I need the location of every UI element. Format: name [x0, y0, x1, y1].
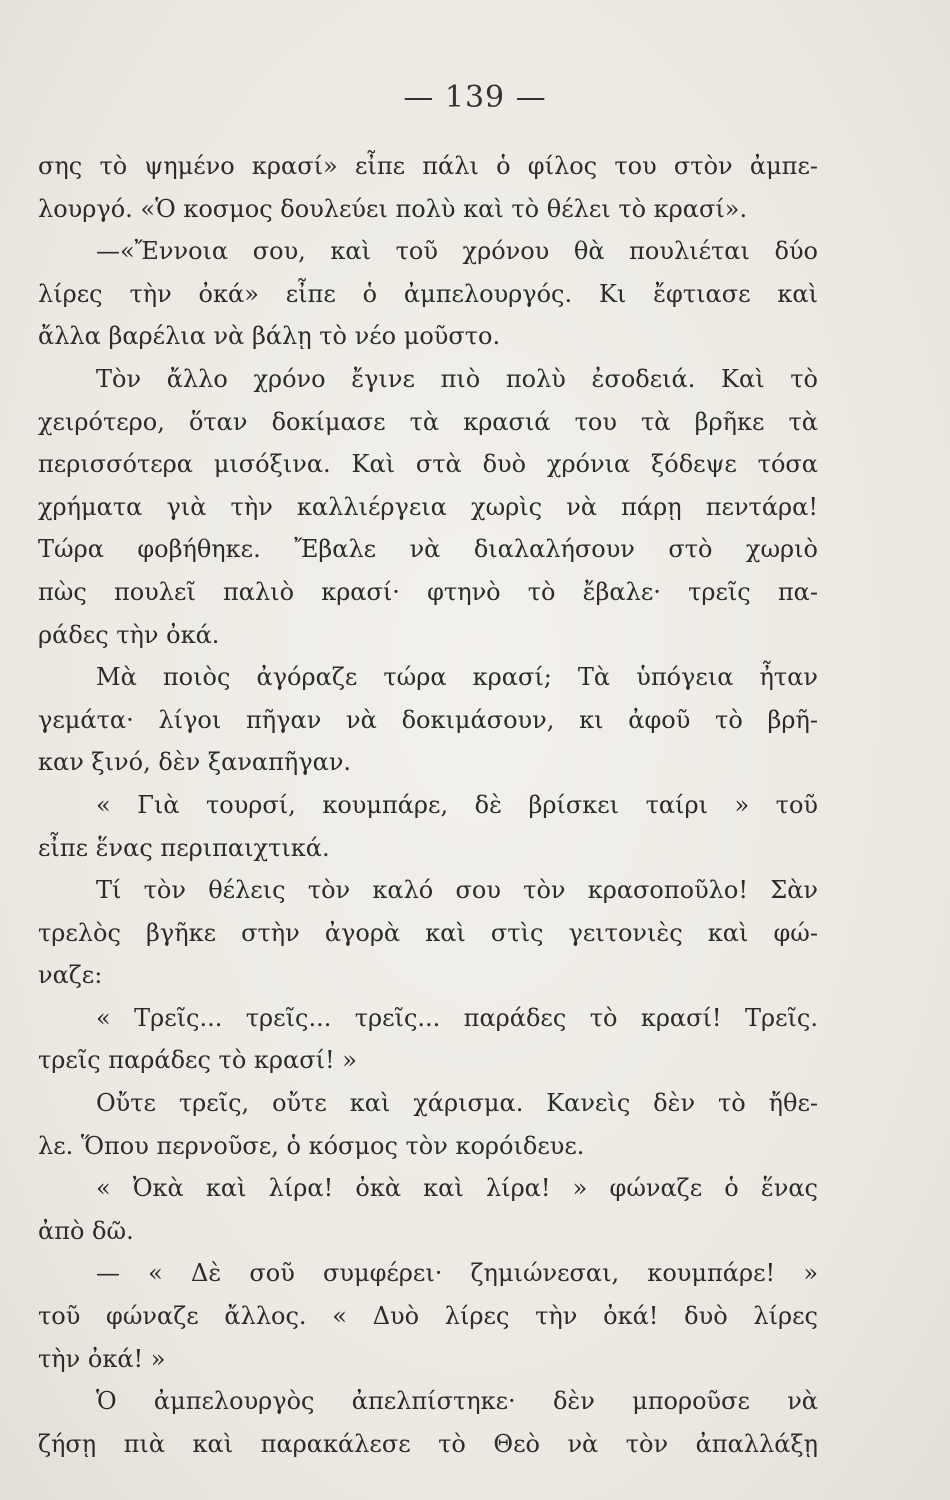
text-line: σης τὸ ψημένο κρασί» εἶπε πάλι ὁ φίλος του στὸν ἀμπε-: [38, 152, 818, 180]
text-line: Τὸν ἄλλο χρόνο ἔγινε πιὸ πολὺ ἐσοδειά. Καὶ τὸ: [96, 364, 818, 393]
text-line: γεμάτα· λίγοι πῆγαν νὰ δοκιμάσουν, κι ἀφοῦ τὸ βρῆ-: [38, 705, 818, 734]
text-line: εἶπε ἕνας περιπαιχτικά.: [38, 833, 330, 862]
text-line: τρελὸς βγῆκε στὴν ἀγορὰ καὶ στὶς γειτονιὲς καὶ φώ-: [38, 918, 818, 947]
text-line: περισσότερα μισόξινα. Καὶ στὰ δυὸ χρόνια ξόδεψε τόσα: [38, 450, 818, 479]
text-line: ναζε:: [38, 961, 103, 990]
text-line: —«Ἔννοια σου, καὶ τοῦ χρόνου θὰ πουλιέται δύο: [96, 237, 818, 266]
text-line: ζήσῃ πιὰ καὶ παρακάλεσε τὸ Θεὸ νὰ τὸν ἀπαλλάξῃ: [38, 1429, 818, 1458]
text-line: τὴν ὀκά! »: [38, 1344, 166, 1373]
text-line: χειρότερο, ὅταν δοκίμασε τὰ κρασιά του τὰ βρῆκε τὰ: [38, 407, 818, 436]
text-line: Τί τὸν θέλεις τὸν καλό σου τὸν κρασοποῦλο! Σὰν: [96, 876, 818, 905]
text-line: Ὁ ἀμπελουργὸς ἀπελπίστηκε· δὲν μποροῦσε νὰ: [96, 1387, 818, 1416]
text-line: « Τρεῖς... τρεῖς... τρεῖς... παράδες τὸ κρασί! Τρεῖς.: [96, 1003, 818, 1032]
page-text: [38, 145, 818, 1465]
page-number: — 139 —: [403, 80, 547, 115]
text-line: Μὰ ποιὸς ἀγόραζε τώρα κρασί; Τὰ ὑπόγεια ἦταν: [96, 663, 818, 692]
text-line: χρήματα γιὰ τὴν καλλιέργεια χωρὶς νὰ πάρῃ πεντάρα!: [38, 492, 818, 521]
text-line: — « Δὲ σοῦ συμφέρει· ζημιώνεσαι, κουμπάρε! »: [96, 1259, 818, 1288]
text-line: τρεῖς παράδες τὸ κρασί! »: [38, 1046, 357, 1075]
text-line: ἄλλα βαρέλια νὰ βάλῃ τὸ νέο μοῦστο.: [38, 322, 501, 351]
text-line: τοῦ φώναζε ἄλλος. « Δυὸ λίρες τὴν ὀκά! δυὸ λίρες: [38, 1302, 818, 1331]
text-line: καν ξινό, δὲν ξαναπῆγαν.: [38, 748, 352, 777]
text-line: « Ὀκὰ καὶ λίρα! ὀκὰ καὶ λίρα! » φώναζε ὁ ἕνας: [96, 1174, 818, 1203]
text-line: λουργό. «Ὁ κοσμος δουλεύει πολὺ καὶ τὸ θέλει τὸ κρασί».: [38, 194, 748, 223]
text-line: Τώρα φοβήθηκε. Ἔβαλε νὰ διαλαλήσουν στὸ χωριὸ: [38, 535, 818, 564]
text-line: Οὔτε τρεῖς, οὔτε καὶ χάρισμα. Κανεὶς δὲν τὸ ἤθε-: [96, 1089, 818, 1118]
text-line: ἀπὸ δῶ.: [38, 1216, 134, 1245]
text-line: πὼς πουλεῖ παλιὸ κρασί· φτηνὸ τὸ ἔβαλε· τρεῖς πα-: [38, 577, 818, 606]
text-line: λε. Ὅπου περνοῦσε, ὁ κόσμος τὸν κορόιδευε.: [38, 1131, 585, 1160]
text-line: λίρες τὴν ὀκά» εἶπε ὁ ἀμπελουργός. Κι ἔφτιασε καὶ: [38, 279, 818, 308]
text-line: ράδες τὴν ὀκά.: [38, 620, 220, 649]
text-line: « Γιὰ τουρσί, κουμπάρε, δὲ βρίσκει ταίρι » τοῦ: [96, 790, 818, 819]
